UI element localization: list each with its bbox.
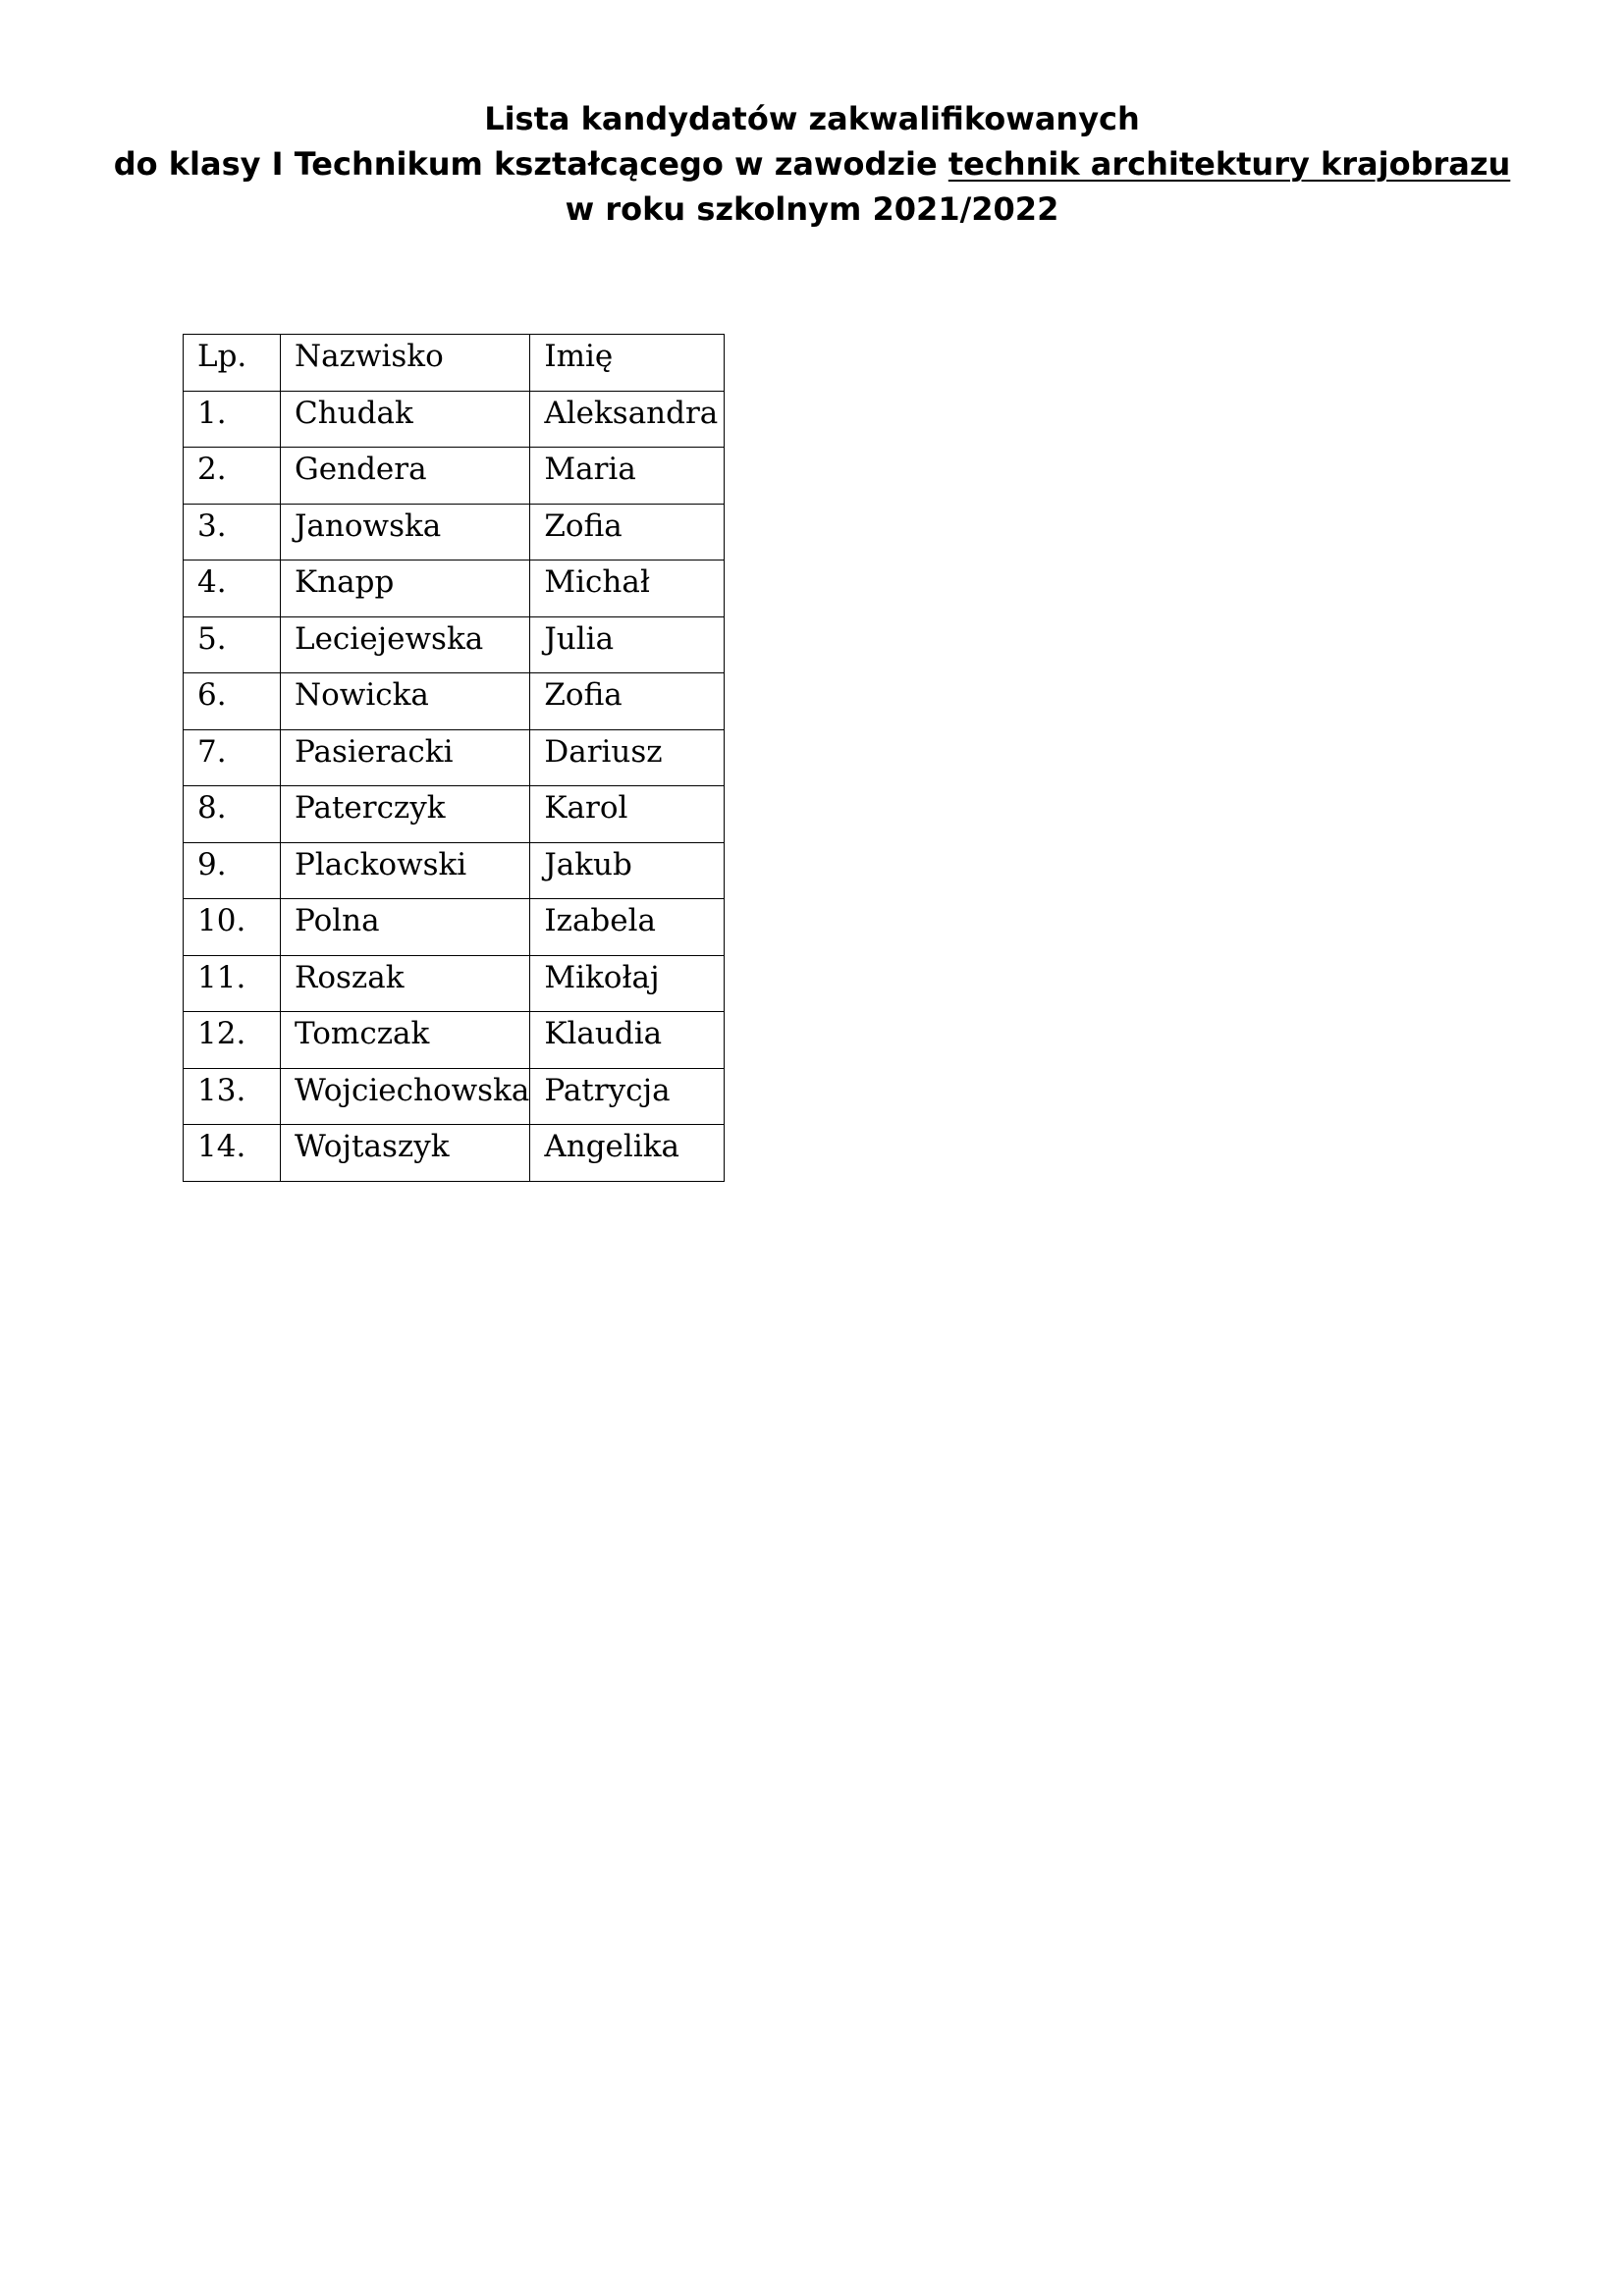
heading-line-2 (0, 141, 1624, 187)
document-heading (0, 96, 1624, 232)
row-surname: Tomczak (281, 1012, 530, 1069)
row-lp: 9. (184, 842, 281, 899)
table-row (184, 1125, 725, 1182)
row-lp: 13. (184, 1068, 281, 1125)
row-name: Aleksandra (530, 391, 725, 448)
table-row (184, 1068, 725, 1125)
row-name: Zofia (530, 673, 725, 730)
candidates-table (183, 334, 725, 1182)
table-row (184, 504, 725, 561)
row-lp: 5. (184, 616, 281, 673)
row-lp: 8. (184, 786, 281, 843)
table-row (184, 391, 725, 448)
row-lp: 12. (184, 1012, 281, 1069)
table-row (184, 561, 725, 617)
row-lp: 11. (184, 955, 281, 1012)
row-name: Jakub (530, 842, 725, 899)
row-lp: 4. (184, 561, 281, 617)
row-lp: 7. (184, 729, 281, 786)
row-surname: Nowicka (281, 673, 530, 730)
row-name: Patrycja (530, 1068, 725, 1125)
row-surname: Gendera (281, 448, 530, 505)
table-row (184, 616, 725, 673)
row-surname: Paterczyk (281, 786, 530, 843)
table-row (184, 448, 725, 505)
row-lp: 14. (184, 1125, 281, 1182)
table-row (184, 955, 725, 1012)
table-row (184, 673, 725, 730)
heading-line-3: w roku szkolnym 2021/2022 (565, 190, 1059, 228)
row-surname: Leciejewska (281, 616, 530, 673)
row-name: Dariusz (530, 729, 725, 786)
row-surname: Wojciechowska (281, 1068, 530, 1125)
header-surname: Nazwisko (281, 335, 530, 392)
row-name: Mikołaj (530, 955, 725, 1012)
row-name: Maria (530, 448, 725, 505)
table-row (184, 899, 725, 956)
row-surname: Wojtaszyk (281, 1125, 530, 1182)
row-surname: Plackowski (281, 842, 530, 899)
row-name: Angelika (530, 1125, 725, 1182)
row-surname: Janowska (281, 504, 530, 561)
table-body (184, 391, 725, 1181)
row-name: Zofia (530, 504, 725, 561)
table-row (184, 842, 725, 899)
row-lp: 1. (184, 391, 281, 448)
row-name: Klaudia (530, 1012, 725, 1069)
row-surname: Pasieracki (281, 729, 530, 786)
row-name: Julia (530, 616, 725, 673)
row-lp: 10. (184, 899, 281, 956)
row-name: Karol (530, 786, 725, 843)
table-row (184, 786, 725, 843)
row-name: Michał (530, 561, 725, 617)
table-row (184, 1012, 725, 1069)
table-header-row (184, 335, 725, 392)
heading-profession: technik architektury krajobrazu (947, 145, 1511, 183)
row-name: Izabela (530, 899, 725, 956)
header-lp: Lp. (184, 335, 281, 392)
row-surname: Roszak (281, 955, 530, 1012)
heading-line-2-prefix: do klasy I Technikum kształcącego w zawodzie (113, 145, 948, 183)
row-lp: 2. (184, 448, 281, 505)
table-row (184, 729, 725, 786)
row-lp: 6. (184, 673, 281, 730)
row-surname: Chudak (281, 391, 530, 448)
row-surname: Knapp (281, 561, 530, 617)
heading-line-1: Lista kandydatów zakwalifikowanych (484, 100, 1140, 137)
row-surname: Polna (281, 899, 530, 956)
row-lp: 3. (184, 504, 281, 561)
header-name: Imię (530, 335, 725, 392)
